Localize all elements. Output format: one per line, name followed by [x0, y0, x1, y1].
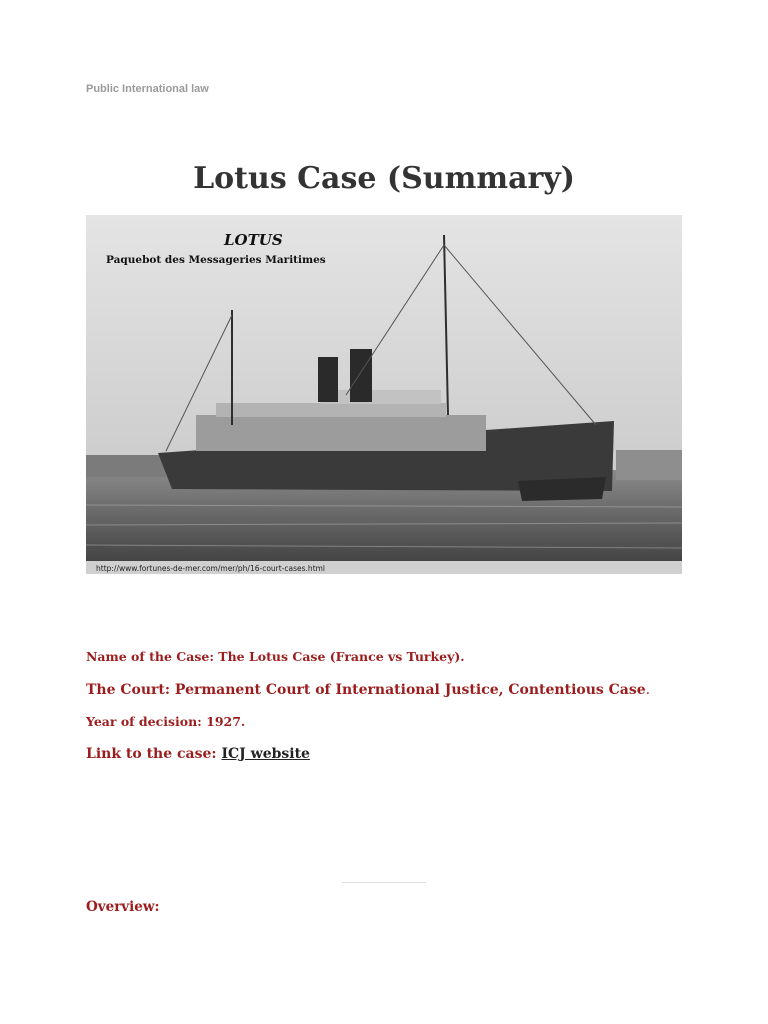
case-name: [86, 649, 465, 664]
case-court-text: The Court: Permanent Court of International Justice, Contentious Case: [86, 682, 646, 698]
category-label[interactable]: Public International law: [86, 83, 209, 95]
lotus-ship-photo: [86, 215, 682, 574]
case-link-prefix: Link to the case:: [86, 746, 222, 762]
case-name-text: Name of the Case: The Lotus Case (France vs Turkey).: [86, 649, 465, 664]
page-title: Lotus Case (Summary): [193, 161, 575, 196]
overview-heading: Overview:: [86, 899, 160, 915]
photo-source-url: http://www.fortunes-de-mer.com/mer/ph/16-court-cases.html: [96, 564, 326, 573]
photo-caption-subtitle: Paquebot des Messageries Maritimes: [106, 254, 326, 266]
section-divider: [342, 882, 426, 883]
case-court: [86, 682, 650, 698]
case-year: [86, 714, 245, 729]
case-link: [86, 746, 310, 762]
photo-caption-title: LOTUS: [224, 231, 283, 249]
case-year-text: Year of decision: 1927.: [86, 714, 246, 729]
icj-website-link[interactable]: ICJ website: [221, 746, 310, 762]
case-court-suffix: .: [645, 682, 651, 698]
